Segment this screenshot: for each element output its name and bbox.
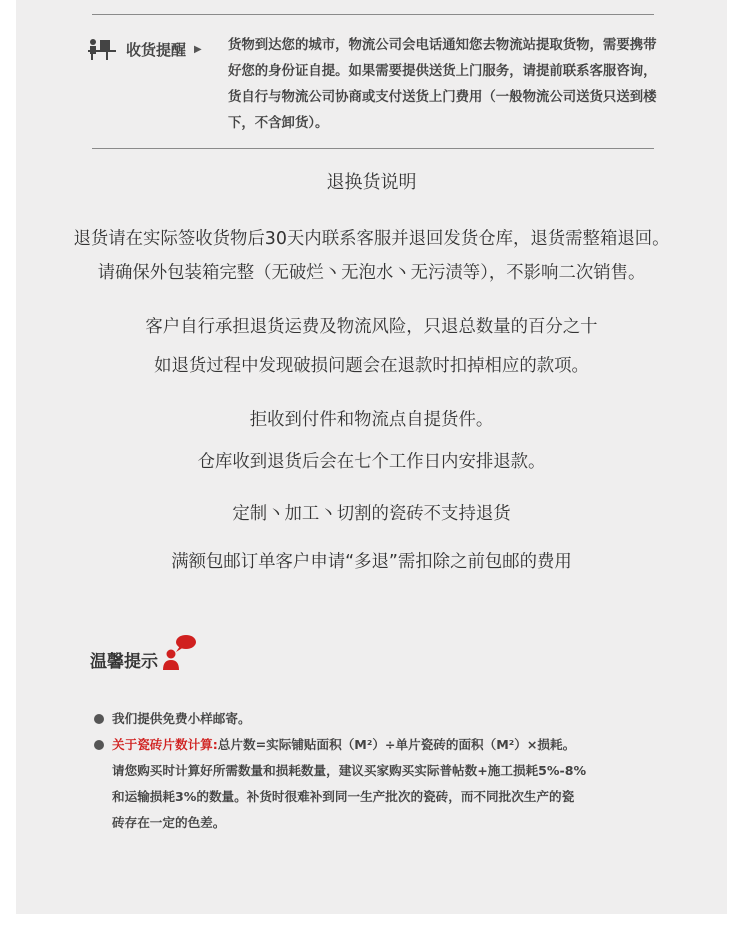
tip-text: 总片数=实际铺贴面积（M²）÷单片瓷砖的面积（M²）×损耗。 [217, 737, 576, 752]
returns-line: 定制丶加工丶切割的瓷砖不支持退货 [232, 504, 511, 524]
warm-tips-title: 温馨提示 [90, 652, 158, 672]
warm-tips-heading [90, 632, 198, 672]
returns-line: 如退货过程中发现破损问题会在退款时扣掉相应的款项。 [154, 356, 589, 376]
tip-text: 砖存在一定的色差。 [112, 815, 226, 830]
tip-text: 和运输损耗3%的数量。补货时很难补到同一生产批次的瓷砖，而不同批次生产的瓷 [112, 789, 575, 804]
returns-line: 满额包邮订单客户申请“多退”需扣除之前包邮的费用 [171, 552, 572, 572]
tip-item [94, 706, 674, 732]
tip-highlight: 关于瓷砖片数计算: [112, 737, 218, 752]
returns-title: 退换货说明 [326, 172, 417, 193]
returns-line: 仓库收到退货后会在七个工作日内安排退款。 [197, 452, 546, 472]
returns-line: 拒收到付件和物流点自提货件。 [249, 410, 494, 430]
returns-line: 退货请在实际签收货物后30天内联系客服并退回发货仓库，退货需整箱退回。 [73, 229, 670, 249]
speaking-person-icon [162, 632, 198, 672]
notice-label [88, 38, 202, 60]
notice-text: 货物到达您的城市，物流公司会电话通知您去物流站提取货物，需要携带好您的身份证自提。如果需要提供送货上门服务，请提前联系客服咨询，货自行与物流公司协商或支付送货上门费用（一般物流公司送货只送到楼下，不含卸货）。 [228, 38, 657, 131]
top-divider [92, 14, 654, 15]
bullet-icon [94, 714, 104, 724]
warm-tips-list [94, 706, 674, 836]
notice-label-text: 收货提醒 [126, 40, 187, 59]
middle-divider [92, 148, 654, 149]
triangle-right-icon: ▶ [194, 43, 202, 55]
returns-line: 客户自行承担退货运费及物流风险，只退总数量的百分之十 [145, 317, 598, 337]
tip-item [94, 732, 674, 758]
bullet-icon [94, 740, 104, 750]
tip-text: 我们提供免费小样邮寄。 [112, 711, 251, 726]
tip-text: 请您购买时计算好所需数量和损耗数量，建议买家购买实际普帖数+施工损耗5%-8% [112, 763, 587, 778]
delivery-person-icon [88, 38, 116, 60]
returns-line: 请确保外包装箱完整（无破烂丶无泡水丶无污渍等），不影响二次销售。 [97, 263, 646, 283]
